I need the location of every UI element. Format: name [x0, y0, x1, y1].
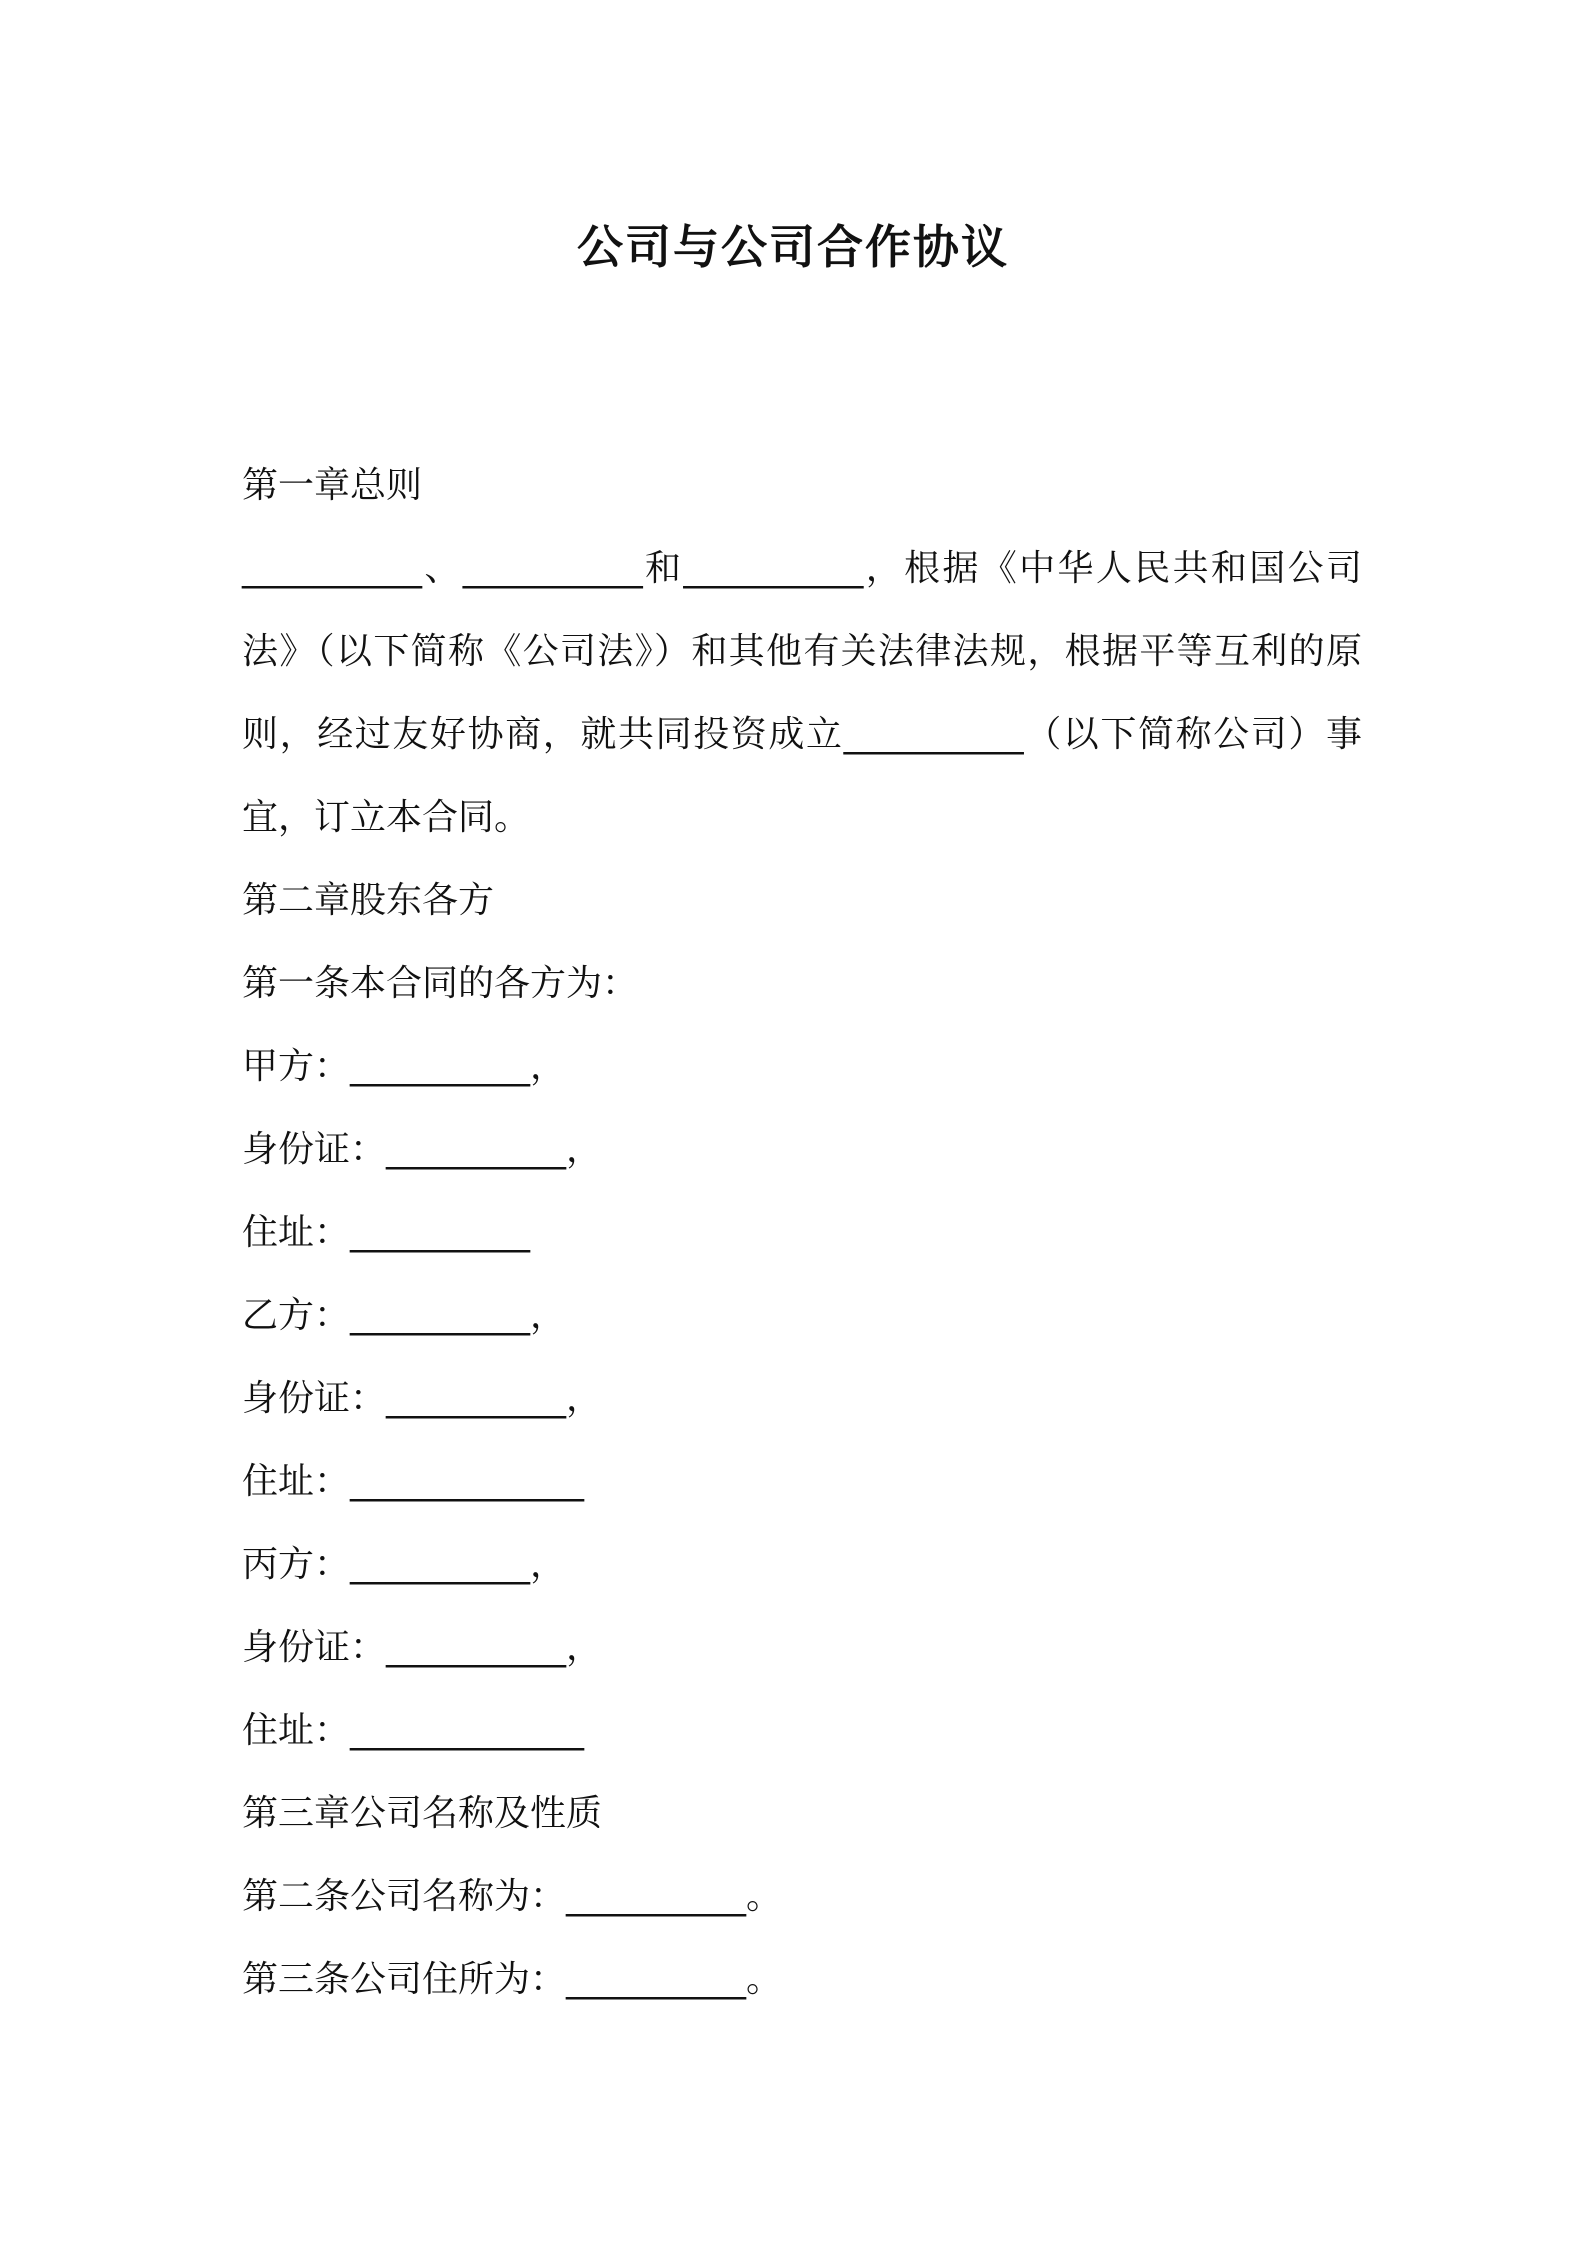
document-title: 公司与公司合作协议: [577, 220, 1009, 274]
party-c-id: 身份证：__________，: [242, 1627, 603, 1668]
party-c-address: 住址：_____________: [242, 1710, 585, 1751]
party-b-id: 身份证：__________，: [242, 1378, 603, 1419]
chapter-1-heading: 第一章总则: [242, 465, 423, 506]
article-1: 第一条本合同的各方为：: [242, 963, 639, 1004]
party-c-name: 丙方：__________，: [242, 1544, 567, 1585]
document-body: [242, 444, 1362, 2021]
party-b-name: 乙方：__________，: [242, 1295, 567, 1336]
party-b-address: 住址：_____________: [242, 1461, 585, 1502]
party-a-id: 身份证：__________，: [242, 1129, 603, 1170]
chapter-1-paragraph: __________、__________和__________，根据《中华人民共和国公司法》（以下简称《公司法》）和其他有关法律法规，根据平等互利的原则，经过友好协商，就共同投资成立__________（以下简称公司）事宜，订立本合同。: [242, 548, 1362, 838]
article-3: 第三条公司住所为：__________。: [242, 1959, 783, 2000]
party-a-address: 住址：__________: [242, 1212, 531, 1253]
party-a-name: 甲方：__________，: [242, 1046, 567, 1087]
chapter-3-heading: 第三章公司名称及性质: [242, 1793, 603, 1834]
chapter-2-heading: 第二章股东各方: [242, 880, 495, 921]
article-2: 第二条公司名称为：__________。: [242, 1876, 783, 1917]
